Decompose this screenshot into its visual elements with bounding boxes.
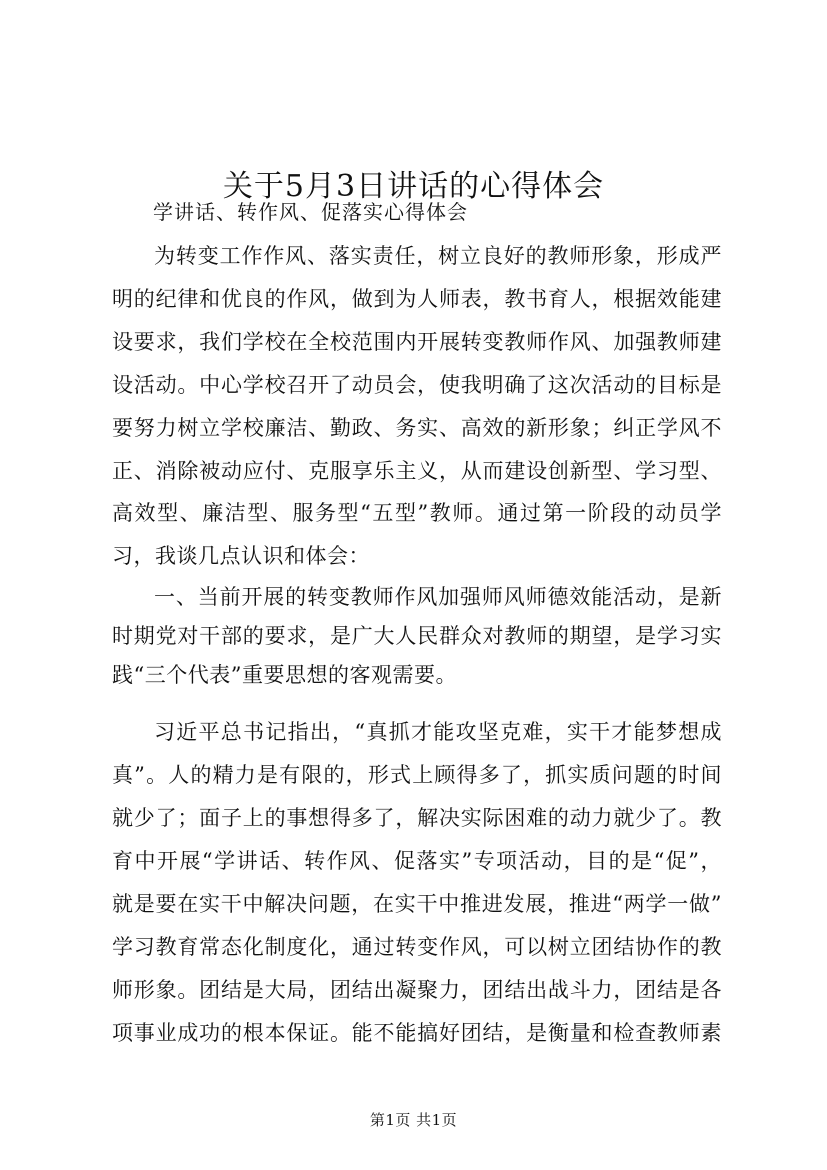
paragraph-line: 设要求，我们学校在全校范围内开展转变教师作风、加强教师建 — [112, 330, 722, 354]
paragraph-line: 真”。人的精力是有限的，形式上顾得多了，抓实质问题的时间 — [112, 763, 722, 787]
page-number-footer: 第1页 共1页 — [369, 1111, 458, 1129]
paragraph-line: 育中开展“学讲话、转作风、促落实”专项活动，目的是“促”， — [112, 849, 722, 873]
paragraph-line: 项事业成功的根本保证。能不能搞好团结，是衡量和检查教师素 — [112, 1021, 722, 1045]
document-title: 关于5月3日讲话的心得体会 — [222, 169, 605, 205]
paragraph-line: 正、消除被动应付、克服享乐主义，从而建设创新型、学习型、 — [112, 459, 722, 483]
paragraph-line: 为转变工作作风、落实责任，树立良好的教师形象，形成严 — [154, 244, 722, 268]
paragraph-line: 师形象。团结是大局，团结出凝聚力，团结出战斗力，团结是各 — [112, 978, 722, 1002]
paragraph-line: 一、当前开展的转变教师作风加强师风师德效能活动，是新 — [154, 585, 722, 609]
paragraph-line: 就少了；面子上的事想得多了，解决实际困难的动力就少了。教 — [112, 806, 722, 830]
paragraph-line: 践“三个代表”重要思想的客观需要。 — [112, 663, 457, 687]
paragraph-line: 学习教育常态化制度化，通过转变作风，可以树立团结协作的教 — [112, 935, 722, 959]
document-subtitle: 学讲话、转作风、促落实心得体会 — [153, 200, 468, 224]
paragraph-line: 习，我谈几点认识和体会： — [112, 544, 370, 568]
paragraph-line: 习近平总书记指出，“真抓才能攻坚克难，实干才能梦想成 — [154, 720, 722, 744]
paragraph-line: 要努力树立学校廉洁、勤政、务实、高效的新形象；纠正学风不 — [112, 416, 722, 440]
paragraph-line: 设活动。中心学校召开了动员会，使我明确了这次活动的目标是 — [112, 373, 722, 397]
paragraph-line: 时期党对干部的要求，是广大人民群众对教师的期望，是学习实 — [112, 624, 722, 648]
paragraph-line: 就是要在实干中解决问题，在实干中推进发展，推进“两学一做” — [112, 892, 722, 916]
paragraph-line: 明的纪律和优良的作风，做到为人师表，教书育人，根据效能建 — [112, 287, 722, 311]
paragraph-line: 高效型、廉洁型、服务型“五型”教师。通过第一阶段的动员学 — [112, 501, 722, 525]
